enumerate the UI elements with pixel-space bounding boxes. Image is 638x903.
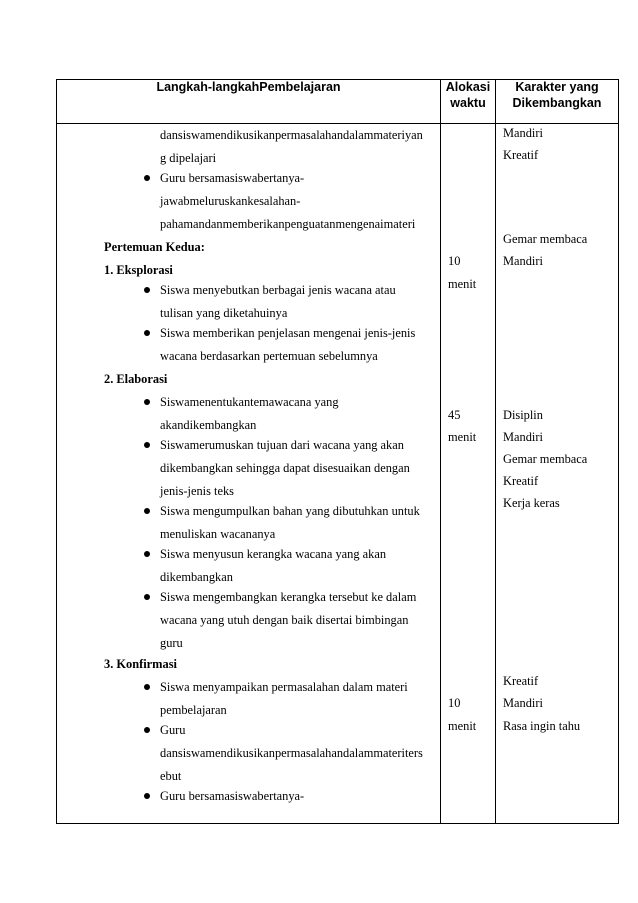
step-line: dansiswamendikusikanpermasalahandalammateriters <box>160 746 423 760</box>
meeting-heading: Pertemuan Kedua: <box>104 240 205 254</box>
character-value: Mandiri <box>503 254 543 268</box>
bullet-icon <box>144 551 150 557</box>
bullet-icon <box>144 508 150 514</box>
header-time-line1: Alokasi <box>445 80 491 94</box>
bullet-icon <box>144 793 150 799</box>
character-value: Kreatif <box>503 474 539 488</box>
header-character <box>496 80 619 124</box>
character-cell <box>496 124 619 824</box>
step-line: ebut <box>160 769 182 783</box>
time-cell <box>441 124 496 824</box>
step-line: Guru <box>160 723 186 737</box>
header-steps <box>57 80 441 124</box>
header-character-line1: Karakter yang <box>515 80 599 94</box>
header-steps-label: Langkah-langkahPembelajaran <box>156 80 341 94</box>
section-elaboration: 2. Elaborasi <box>104 372 168 386</box>
step-line: tulisan yang diketahuinya <box>160 306 288 320</box>
step-line: akandikembangkan <box>160 418 257 432</box>
character-value: Kreatif <box>503 148 539 162</box>
steps-cell <box>57 124 441 824</box>
step-line: Siswa menyebutkan berbagai jenis wacana atau <box>160 283 396 297</box>
step-line: jawabmeluruskankesalahan- <box>160 194 301 208</box>
character-value: Mandiri <box>503 126 543 140</box>
time-exploration-value: 10 <box>448 254 461 268</box>
character-value: Kreatif <box>503 674 539 688</box>
step-line: wacana yang utuh dengan baik disertai bimbingan <box>160 613 409 627</box>
step-line: Siswa mengembangkan kerangka tersebut ke dalam <box>160 590 417 604</box>
character-value: Mandiri <box>503 430 543 444</box>
step-line: Siswamerumuskan tujuan dari wacana yang akan <box>160 438 404 452</box>
step-line: pembelajaran <box>160 703 227 717</box>
time-confirmation-unit: menit <box>448 719 477 733</box>
bullet-icon <box>144 684 150 690</box>
bullet-icon <box>144 399 150 405</box>
header-time <box>441 80 496 124</box>
time-exploration-unit: menit <box>448 277 477 291</box>
step-line: Guru bersamasiswabertanya- <box>160 789 305 803</box>
step-line: dikembangkan <box>160 570 233 584</box>
header-character-line2: Dikembangkan <box>512 95 602 110</box>
step-line: jenis-jenis teks <box>160 484 234 498</box>
section-confirmation: 3. Konfirmasi <box>104 657 177 671</box>
step-line: pahamandanmemberikanpenguatanmengenaimateri <box>160 217 416 231</box>
bullet-icon <box>144 727 150 733</box>
character-value: Gemar membaca <box>503 452 588 466</box>
bullet-icon <box>144 287 150 293</box>
step-line: g dipelajari <box>160 151 217 165</box>
time-elaboration-unit: menit <box>448 430 477 444</box>
bullet-icon <box>144 594 150 600</box>
time-confirmation-value: 10 <box>448 696 461 710</box>
bullet-icon <box>144 175 150 181</box>
time-elaboration-value: 45 <box>448 408 461 422</box>
header-time-line2: waktu <box>450 95 486 110</box>
learning-steps-table <box>56 79 619 824</box>
step-line: dikembangkan sehingga dapat disesuaikan dengan <box>160 461 410 475</box>
bullet-icon <box>144 330 150 336</box>
section-exploration: 1. Eksplorasi <box>104 263 173 277</box>
step-line: Guru bersamasiswabertanya- <box>160 171 305 185</box>
step-line: Siswa menyampaikan permasalahan dalam materi <box>160 680 408 694</box>
bullet-icon <box>144 442 150 448</box>
step-line: menuliskan wacananya <box>160 527 276 541</box>
step-line: wacana berdasarkan pertemuan sebelumnya <box>160 349 378 363</box>
character-value: Disiplin <box>503 408 543 422</box>
step-line: Siswa mengumpulkan bahan yang dibutuhkan untuk <box>160 504 420 518</box>
step-line: dansiswamendikusikanpermasalahandalammateriyan <box>160 128 423 142</box>
character-value: Rasa ingin tahu <box>503 719 581 733</box>
step-line: guru <box>160 636 183 650</box>
character-value: Mandiri <box>503 696 543 710</box>
step-line: Siswamenentukantemawacana yang <box>160 395 339 409</box>
step-line: Siswa memberikan penjelasan mengenai jenis-jenis <box>160 326 416 340</box>
character-value: Gemar membaca <box>503 232 588 246</box>
character-value: Kerja keras <box>503 496 560 510</box>
step-line: Siswa menyusun kerangka wacana yang akan <box>160 547 387 561</box>
